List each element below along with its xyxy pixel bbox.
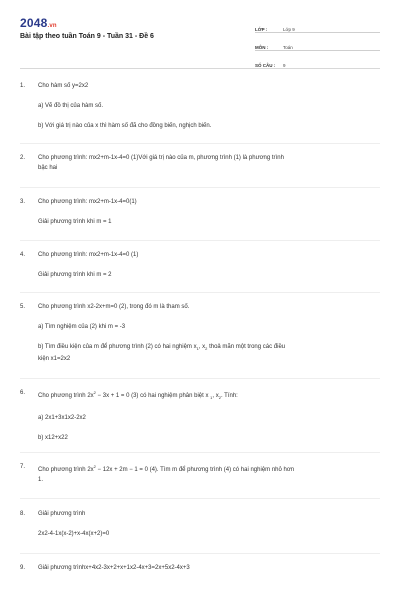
question-number: 4. [20,252,26,258]
question-text: Cho phương trình $2x^2 - 12x + 2m - 1 = 0$ (4). Tìm m để phương trình (4) có hai nghiệm nhỏ hơn 1. [38,464,295,483]
sub-question: a) Vẽ đồ thị của hàm số. [38,103,104,109]
question-text: Cho hàm số y=2x2 [38,83,89,89]
question-8 [20,509,380,539]
meta-label: MÔN : [255,45,269,50]
question-5 [20,302,380,364]
question-number: 9. [20,565,26,571]
question-3 [20,197,380,227]
meta-row-subject [255,35,380,51]
question-4 [20,250,380,280]
question-divider [20,553,380,554]
question-number: 8. [20,511,26,517]
question-number: 3. [20,199,26,205]
question-7 [20,462,380,485]
sub-question: Giải phương trình khi m = 1 [38,219,112,225]
meta-value: Toán [283,45,293,50]
question-text: Cho phương trình: mx2+m-1x-4=0(1) [38,199,137,205]
meta-value: 9 [283,63,286,68]
meta-label: SỐ CÂU : [255,63,276,68]
question-divider [20,187,380,188]
question-divider [20,498,380,499]
meta-value: Lớp 9 [283,27,295,32]
question-number: 7. [20,464,26,470]
question-text: Cho phương trình: mx2+m-1x-4=0 (1) [38,252,139,258]
question-1 [20,81,380,131]
question-number: 2. [20,155,26,161]
logo[interactable]: 2048.vn [20,16,57,30]
question-text: Cho phương trình $2x^2 - 3x + 1 = 0$ (3) có hai nghiệm phân biệt x $_1$, $x_2$. Tính: [38,390,238,401]
question-6 [20,388,380,443]
sub-question: b) Tìm điều kiện của m để phương trình (2) có hai nghiệm $x_1$, $x_2$ thoả mãn một trong các điều kiện x1=2x2 [38,344,286,363]
sub-question: Giải phương trình khi m = 2 [38,272,112,278]
question-number: 6. [20,390,26,396]
question-text: Giải phương trình [38,511,86,517]
sub-question: b) Với giá trị nào của x thì hàm số đã cho đồng biến, nghịch biến. [38,123,212,129]
meta-label: LỚP : [255,27,268,32]
sub-question: 2x2-4-1x(x-2)+x-4x(x+2)=0 [38,531,110,537]
header [0,0,400,66]
question-text: Cho phương trình x2-2x+m=0 (2), trong đó m là tham số. [38,304,190,310]
question-number: 5. [20,304,26,310]
header-divider [20,68,380,69]
question-9 [20,563,380,573]
sub-question: a) 2x1+3x1x2-2x2 [38,415,86,422]
question-divider [20,378,380,379]
question-number: 1. [20,83,26,89]
sub-question: b) x12+x22 [38,435,68,442]
question-divider [20,452,380,453]
question-text: Cho phương trình: mx2+m-1x-4=0 (1)Với giá trị nào của m, phương trình (1) là phương trình bậc hai [38,155,284,171]
page-title: Bài tập theo tuần Toán 9 - Tuần 31 - Đề 6 [20,33,154,40]
sub-question: a) Tìm nghiệm của (2) khi m = -3 [38,324,126,330]
question-divider [20,143,380,144]
meta-row-count [255,53,380,69]
question-text: Giải phương trìnhx+4x2-3x+2+x+1x2-4x+3=2x+5x2-4x+3 [38,565,190,571]
question-2 [20,153,380,173]
question-divider [20,240,380,241]
meta-info [255,17,380,69]
question-divider [20,292,380,293]
meta-row-class [255,17,380,33]
